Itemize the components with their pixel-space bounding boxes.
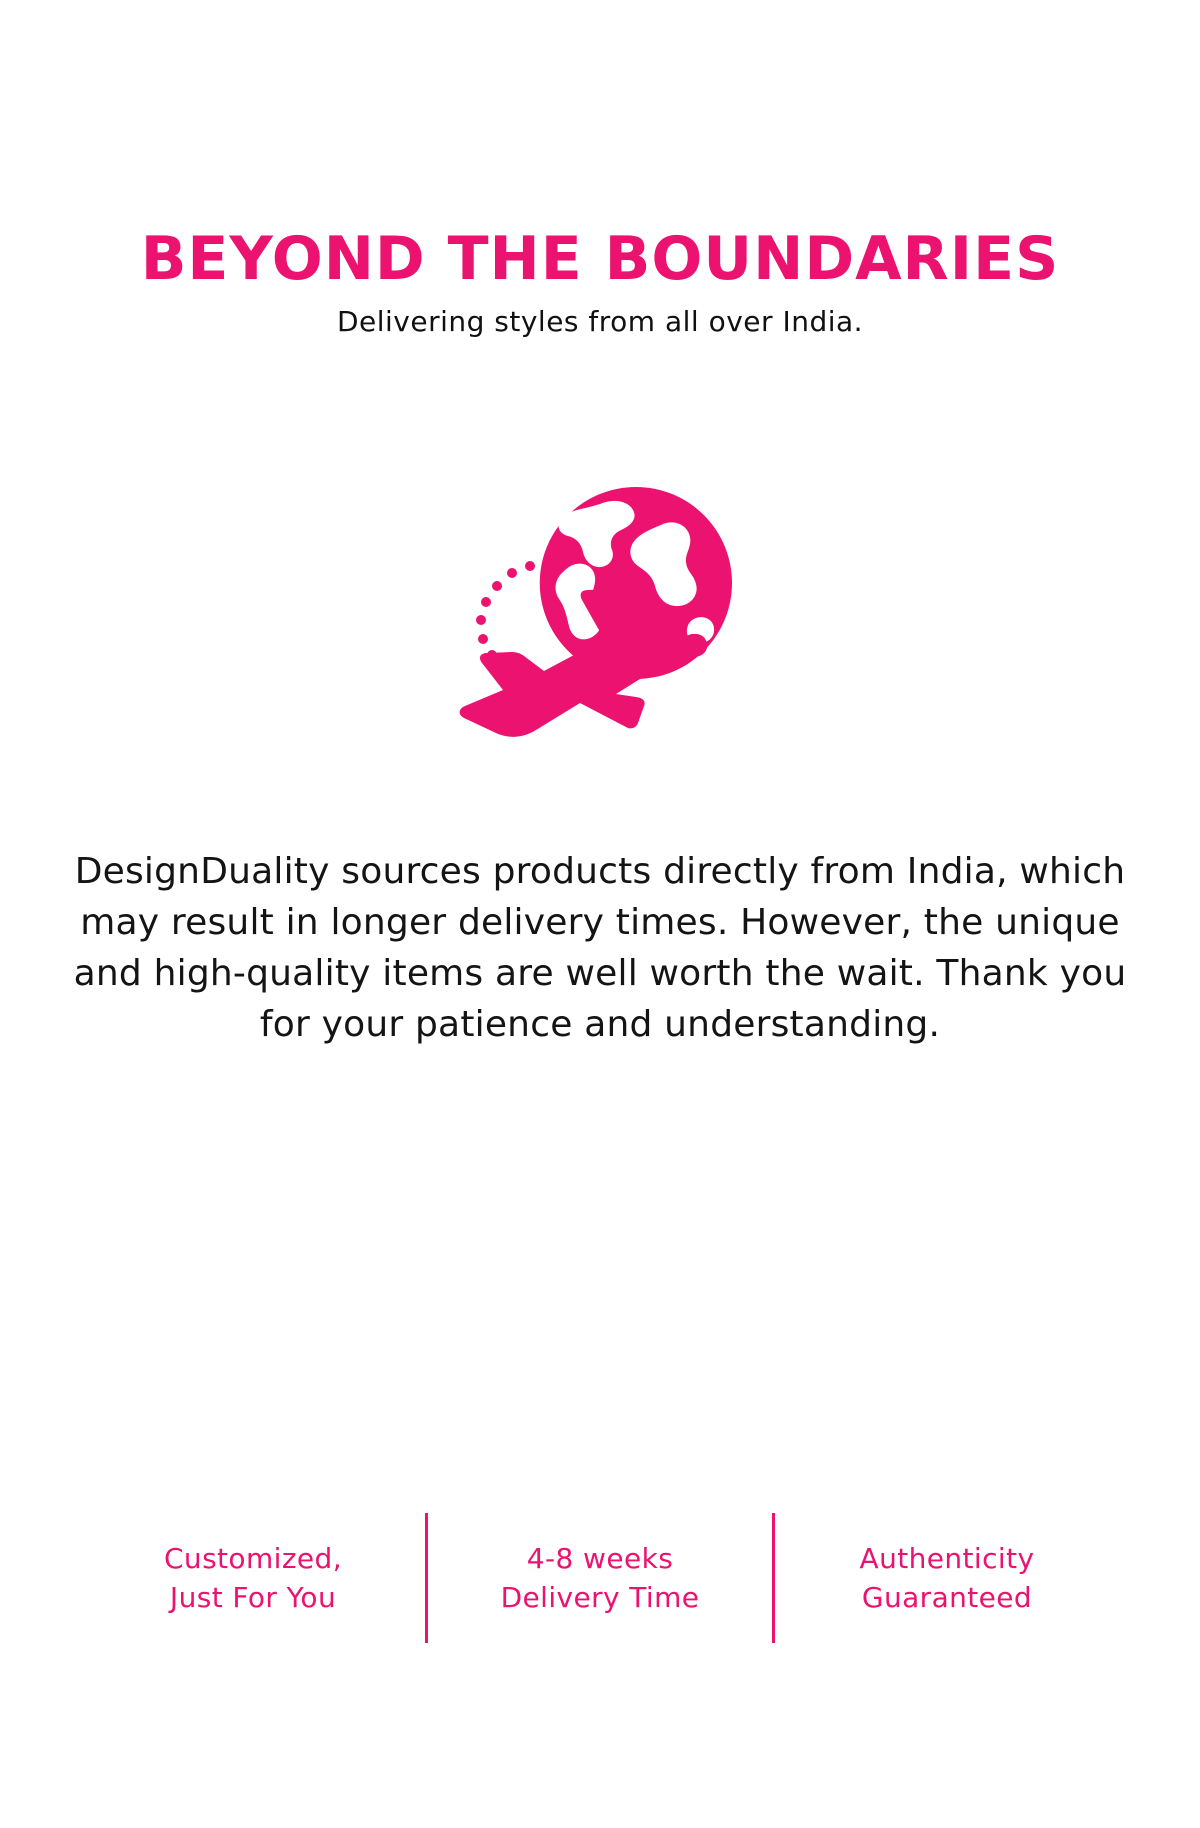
header xyxy=(0,224,1200,338)
feature-delivery-time-line2: Delivery Time xyxy=(500,1581,700,1614)
body-paragraph: DesignDuality sources products directly from India, which may result in longer delivery times. However, the unique and high-quality items are well worth the wait. Thank you for your patience and understanding. xyxy=(73,851,1127,1046)
illustration-container xyxy=(0,458,1200,748)
feature-authenticity-line1: Authenticity xyxy=(859,1541,1035,1575)
feature-authenticity-line2: Guaranteed xyxy=(861,1581,1033,1614)
feature-authenticity xyxy=(797,1513,1097,1643)
feature-divider-1 xyxy=(425,1513,428,1643)
feature-customized-line2: Just For You xyxy=(169,1581,337,1614)
feature-delivery-time xyxy=(450,1513,750,1643)
page-title: BEYOND THE BOUNDARIES xyxy=(140,224,1060,294)
promo-banner xyxy=(0,224,1200,1828)
page-subtitle: Delivering styles from all over India. xyxy=(336,305,864,338)
feature-delivery-time-line1: 4-8 weeks xyxy=(526,1541,674,1575)
features-row xyxy=(0,1513,1200,1643)
globe-with-airplane-icon xyxy=(450,458,750,748)
feature-customized-line1: Customized, xyxy=(163,1541,343,1575)
feature-customized xyxy=(103,1513,403,1643)
feature-divider-2 xyxy=(772,1513,775,1643)
